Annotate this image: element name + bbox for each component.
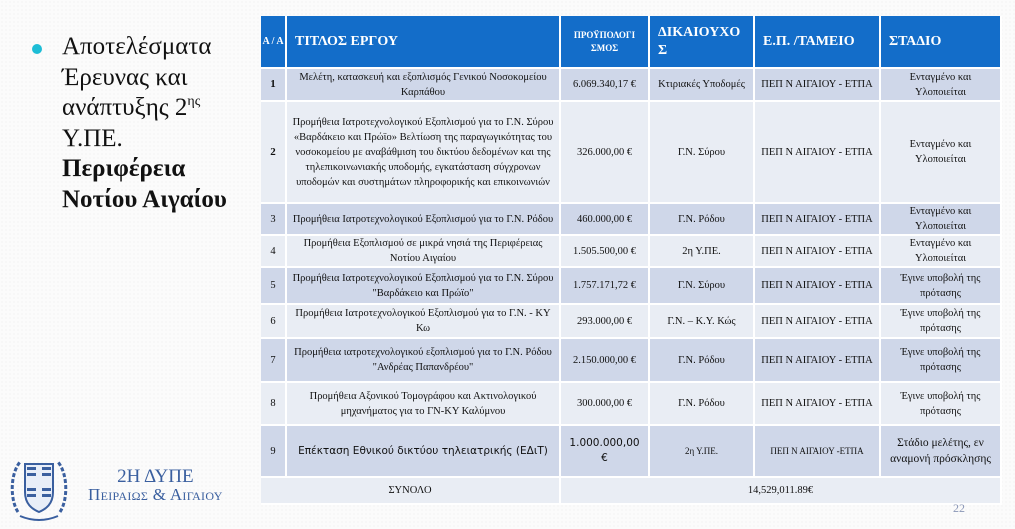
organization-logo	[6, 450, 256, 525]
table-row	[261, 305, 1002, 339]
cell-aa: 4	[261, 236, 287, 268]
cell-stage: Ενταγμένο και Υλοποιείται	[881, 236, 1002, 268]
header-aa: Α / Α	[261, 16, 287, 69]
cell-program: ΠΕΠ Ν ΑΙΓΑΙΟΥ - ΕΤΠΑ	[755, 339, 881, 383]
bullet-line1: Αποτελέσματα Έρευνας και ανάπτυξης 2	[62, 33, 212, 121]
bullet-dot-icon	[32, 44, 42, 54]
cell-aa: 9	[261, 426, 287, 478]
bullet-item	[32, 32, 257, 215]
cell-budget: 1.000.000,00 €	[561, 426, 650, 478]
cell-budget: 1.505.500,00 €	[561, 236, 650, 268]
cell-program: ΠΕΠ Ν ΑΙΓΑΙΟΥ - ΕΤΠΑ	[755, 236, 881, 268]
cell-aa: 1	[261, 69, 287, 102]
cell-budget: 300.000,00 €	[561, 383, 650, 426]
cell-title: Προμήθεια Ιατροτεχνολογικού Εξοπλισμού για το Γ.Ν. Ρόδου	[287, 204, 561, 236]
table-header-row	[261, 16, 1002, 69]
total-label: ΣΥΝΟΛΟ	[261, 478, 561, 505]
cell-program: ΠΕΠ Ν ΑΙΓΑΙΟΥ -ΕΤΠΑ	[755, 426, 881, 478]
total-value: 14,529,011.89€	[561, 478, 1002, 505]
logo-line1: 2Η ΔΥΠΕ	[117, 466, 194, 487]
cell-beneficiary: 2η Υ.ΠΕ.	[650, 236, 755, 268]
cell-title: Μελέτη, κατασκευή και εξοπλισμός Γενικού Νοσοκομείου Καρπάθου	[287, 69, 561, 102]
cell-beneficiary: Γ.Ν. Ρόδου	[650, 383, 755, 426]
cell-budget: 293.000,00 €	[561, 305, 650, 339]
cell-stage: Έγινε υποβολή της πρότασης	[881, 383, 1002, 426]
cell-beneficiary: Γ.Ν. Ρόδου	[650, 204, 755, 236]
header-program: Ε.Π. /ΤΑΜΕΙΟ	[755, 16, 881, 69]
cell-aa: 3	[261, 204, 287, 236]
cell-title: Προμήθεια ιατροτεχνολογικού εξοπλισμού για το Γ.Ν. Ρόδου "Ανδρέας Παπανδρέου"	[287, 339, 561, 383]
header-stage: ΣΤΑΔΙΟ	[881, 16, 1002, 69]
table-row	[261, 426, 1002, 478]
cell-budget: 2.150.000,00 €	[561, 339, 650, 383]
cell-stage: Ενταγμένο και Υλοποιείται	[881, 204, 1002, 236]
table-row	[261, 268, 1002, 305]
cell-stage: Έγινε υποβολή της πρότασης	[881, 305, 1002, 339]
cell-title: Προμήθεια Εξοπλισμού σε μικρά νησιά της Περιφέρειας Νοτίου Αιγαίου	[287, 236, 561, 268]
cell-budget: 6.069.340,17 €	[561, 69, 650, 102]
cell-program: ΠΕΠ Ν ΑΙΓΑΙΟΥ - ΕΤΠΑ	[755, 383, 881, 426]
table-row	[261, 69, 1002, 102]
cell-beneficiary: 2η Υ.ΠΕ.	[650, 426, 755, 478]
cell-title: Επέκταση Εθνικού δικτύου τηλειατρικής (ΕΔιΤ)	[287, 426, 561, 478]
cell-stage: Έγινε υποβολή της πρότασης	[881, 268, 1002, 305]
projects-table	[261, 16, 1002, 505]
cell-budget: 1.757.171,72 €	[561, 268, 650, 305]
table-row	[261, 236, 1002, 268]
header-title: ΤΙΤΛΟΣ ΕΡΓΟΥ	[287, 16, 561, 69]
table-row	[261, 102, 1002, 204]
cell-program: ΠΕΠ Ν ΑΙΓΑΙΟΥ - ΕΤΠΑ	[755, 69, 881, 102]
cell-aa: 6	[261, 305, 287, 339]
cell-program: ΠΕΠ Ν ΑΙΓΑΙΟΥ - ΕΤΠΑ	[755, 204, 881, 236]
cell-program: ΠΕΠ Ν ΑΙΓΑΙΟΥ - ΕΤΠΑ	[755, 102, 881, 204]
bullet-text	[62, 32, 257, 215]
cell-stage: Στάδιο μελέτης, εν αναμονή πρόσκλησης	[881, 426, 1002, 478]
cell-title: Προμήθεια Αξονικού Τομογράφου και Ακτινολογικού μηχανήματος για το ΓΝ-ΚΥ Καλύμνου	[287, 383, 561, 426]
cell-beneficiary: Γ.Ν. Σύρου	[650, 268, 755, 305]
logo-text	[88, 468, 223, 504]
cell-aa: 8	[261, 383, 287, 426]
cell-stage: Ενταγμένο και Υλοποιείται	[881, 69, 1002, 102]
greek-coat-of-arms-icon	[8, 452, 70, 522]
cell-title: Προμήθεια Ιατροτεχνολογικού Εξοπλισμού για το Γ.Ν. - ΚΥ Κω	[287, 305, 561, 339]
cell-aa: 7	[261, 339, 287, 383]
cell-aa: 2	[261, 102, 287, 204]
cell-beneficiary: Γ.Ν. Ρόδου	[650, 339, 755, 383]
region-title: Περιφέρεια Νοτίου Αιγαίου	[62, 155, 227, 213]
cell-stage: Ενταγμένο και Υλοποιείται	[881, 102, 1002, 204]
header-budget: ΠΡΟΫΠΟΛΟΓΙ ΣΜΟΣ	[561, 16, 650, 69]
cell-budget: 326.000,00 €	[561, 102, 650, 204]
header-beneficiary: ΔΙΚΑΙΟΥΧΟ Σ	[650, 16, 755, 69]
cell-program: ΠΕΠ Ν ΑΙΓΑΙΟΥ - ΕΤΠΑ	[755, 305, 881, 339]
logo-line2: Πειραιως & Αιγαιου	[88, 485, 223, 504]
cell-aa: 5	[261, 268, 287, 305]
bullet-line2: Υ.ΠΕ.	[62, 124, 123, 152]
cell-beneficiary: Γ.Ν. Σύρου	[650, 102, 755, 204]
cell-beneficiary: Γ.Ν. – Κ.Υ. Κώς	[650, 305, 755, 339]
cell-program: ΠΕΠ Ν ΑΙΓΑΙΟΥ - ΕΤΠΑ	[755, 268, 881, 305]
left-panel	[32, 32, 257, 215]
cell-title: Προμήθεια Ιατροτεχνολογικού Εξοπλισμού για το Γ.Ν. Σύρου "Βαρδάκειο και Πρώϊο"	[287, 268, 561, 305]
cell-title: Προμήθεια Ιατροτεχνολογικού Εξοπλισμού για το Γ.Ν. Σύρου «Βαρδάκειο και Πρώϊο» Βελτίωση της παραγωγικότητας του νοσοκομείου με αναβάθμιση του δικτύου δεδομένων και της τηλεπικοινωνιακής υποδομής, εγκατάσταση σύγχρονων υποδομών και συστημάτων πληροφορικής και επικοινωνιών	[287, 102, 561, 204]
table-row	[261, 339, 1002, 383]
bullet-superscript: ης	[187, 94, 201, 109]
page-number: 22	[953, 501, 965, 515]
table-row	[261, 204, 1002, 236]
cell-beneficiary: Κτιριακές Υποδομές	[650, 69, 755, 102]
total-row	[261, 478, 1002, 505]
cell-budget: 460.000,00 €	[561, 204, 650, 236]
table-row	[261, 383, 1002, 426]
cell-stage: Έγινε υποβολή της πρότασης	[881, 339, 1002, 383]
